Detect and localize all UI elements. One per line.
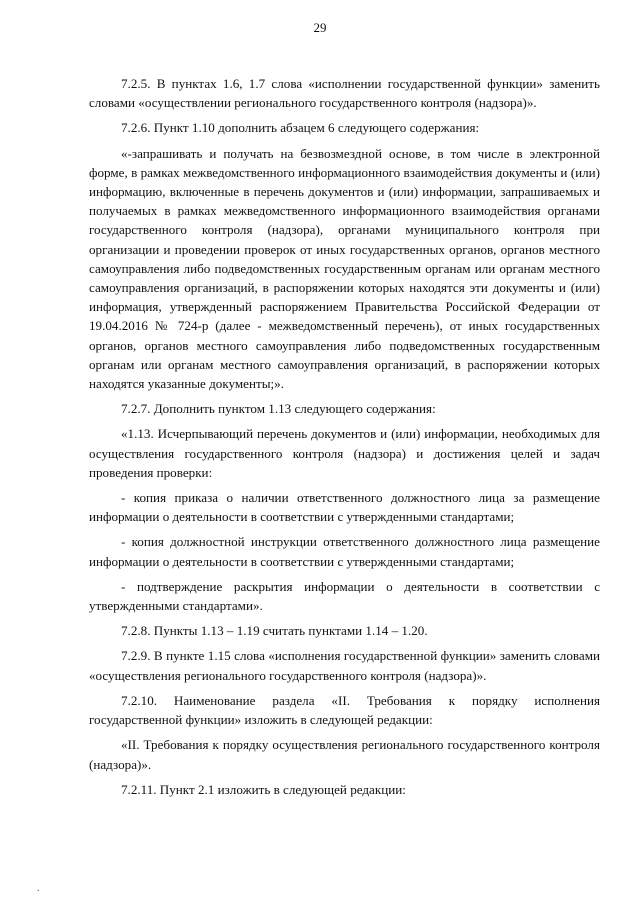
footer-mark: . bbox=[37, 883, 40, 894]
paragraph-1-13: «1.13. Исчерпывающий перечень документов и (или) информации, необходимых для осуществления государственного контроля (надзора) и достижения целей и задач проведения проверки: bbox=[89, 426, 600, 480]
paragraph-7-2-10: 7.2.10. Наименование раздела «II. Требования к порядку исполнения государственной функции» изложить в следующей редакции: bbox=[89, 692, 600, 728]
paragraph-7-2-8: 7.2.8. Пункты 1.13 – 1.19 считать пунктами 1.14 – 1.20. bbox=[121, 623, 428, 639]
paragraph-7-2-5: 7.2.5. В пунктах 1.6, 1.7 слова «исполнении государственной функции» заменить словами «осуществлении регионального государственного контроля (надзора)». bbox=[89, 76, 600, 111]
page-number: 29 bbox=[313, 20, 327, 35]
paragraph-7-2-6: 7.2.6. Пункт 1.10 дополнить абзацем 6 следующего содержания: bbox=[121, 120, 480, 136]
paragraph-7-2-9: 7.2.9. В пункте 1.15 слова «исполнения государственной функции» заменить словами «осуществления регионального государственного контроля (надзора)». bbox=[89, 648, 600, 683]
paragraph-7-2-11: 7.2.11. Пункт 2.1 изложить в следующей редакции: bbox=[121, 781, 406, 797]
list-item-instruction-copy: - копия должностной инструкции ответственного должностного лица размещение информации о деятельности в соответствии с утвержденными стандартами; bbox=[89, 534, 600, 569]
document-body bbox=[89, 74, 600, 805]
paragraph-7-2-7: 7.2.7. Дополнить пунктом 1.13 следующего содержания: bbox=[121, 401, 436, 417]
paragraph-section-title: «II. Требования к порядку осуществления регионального государственного контроля (надзора)». bbox=[89, 737, 600, 772]
list-item-disclosure: - подтверждение раскрытия информации о деятельности в соответствии с утвержденными стандартами». bbox=[89, 578, 600, 614]
paragraph-quote-request: «-запрашивать и получать на безвозмездной основе, в том числе в электронной форме, в рамках межведомственного информационного взаимодействия документы и (или) информацию, включенные в перечень документов и (или) информации, запрашиваемых и получаемых в рамках межведомственного информационного взаимодействия органами государственного контроля (надзора), органами муниципального контроля при организации и проведении проверок от иных государственных органов, органов местного самоуправления либо подведомственных государственным органам или органам местного самоуправления организаций, в распоряжении которых находятся эти документы и (или) информация, утвержденный распоряжением Правительства Российской Федерации от 19.04.2016 № 724-р (далее - межведомственный перечень), от иных государственных органов, органов местного самоуправления либо подведомственных государственным органам или органам местного самоуправления организаций, в распоряжении которых находятся указанные документы;». bbox=[89, 145, 600, 392]
list-item-order-copy: - копия приказа о наличии ответственного должностного лица за размещение информации о деятельности в соответствии с утвержденными стандартами; bbox=[89, 490, 600, 525]
